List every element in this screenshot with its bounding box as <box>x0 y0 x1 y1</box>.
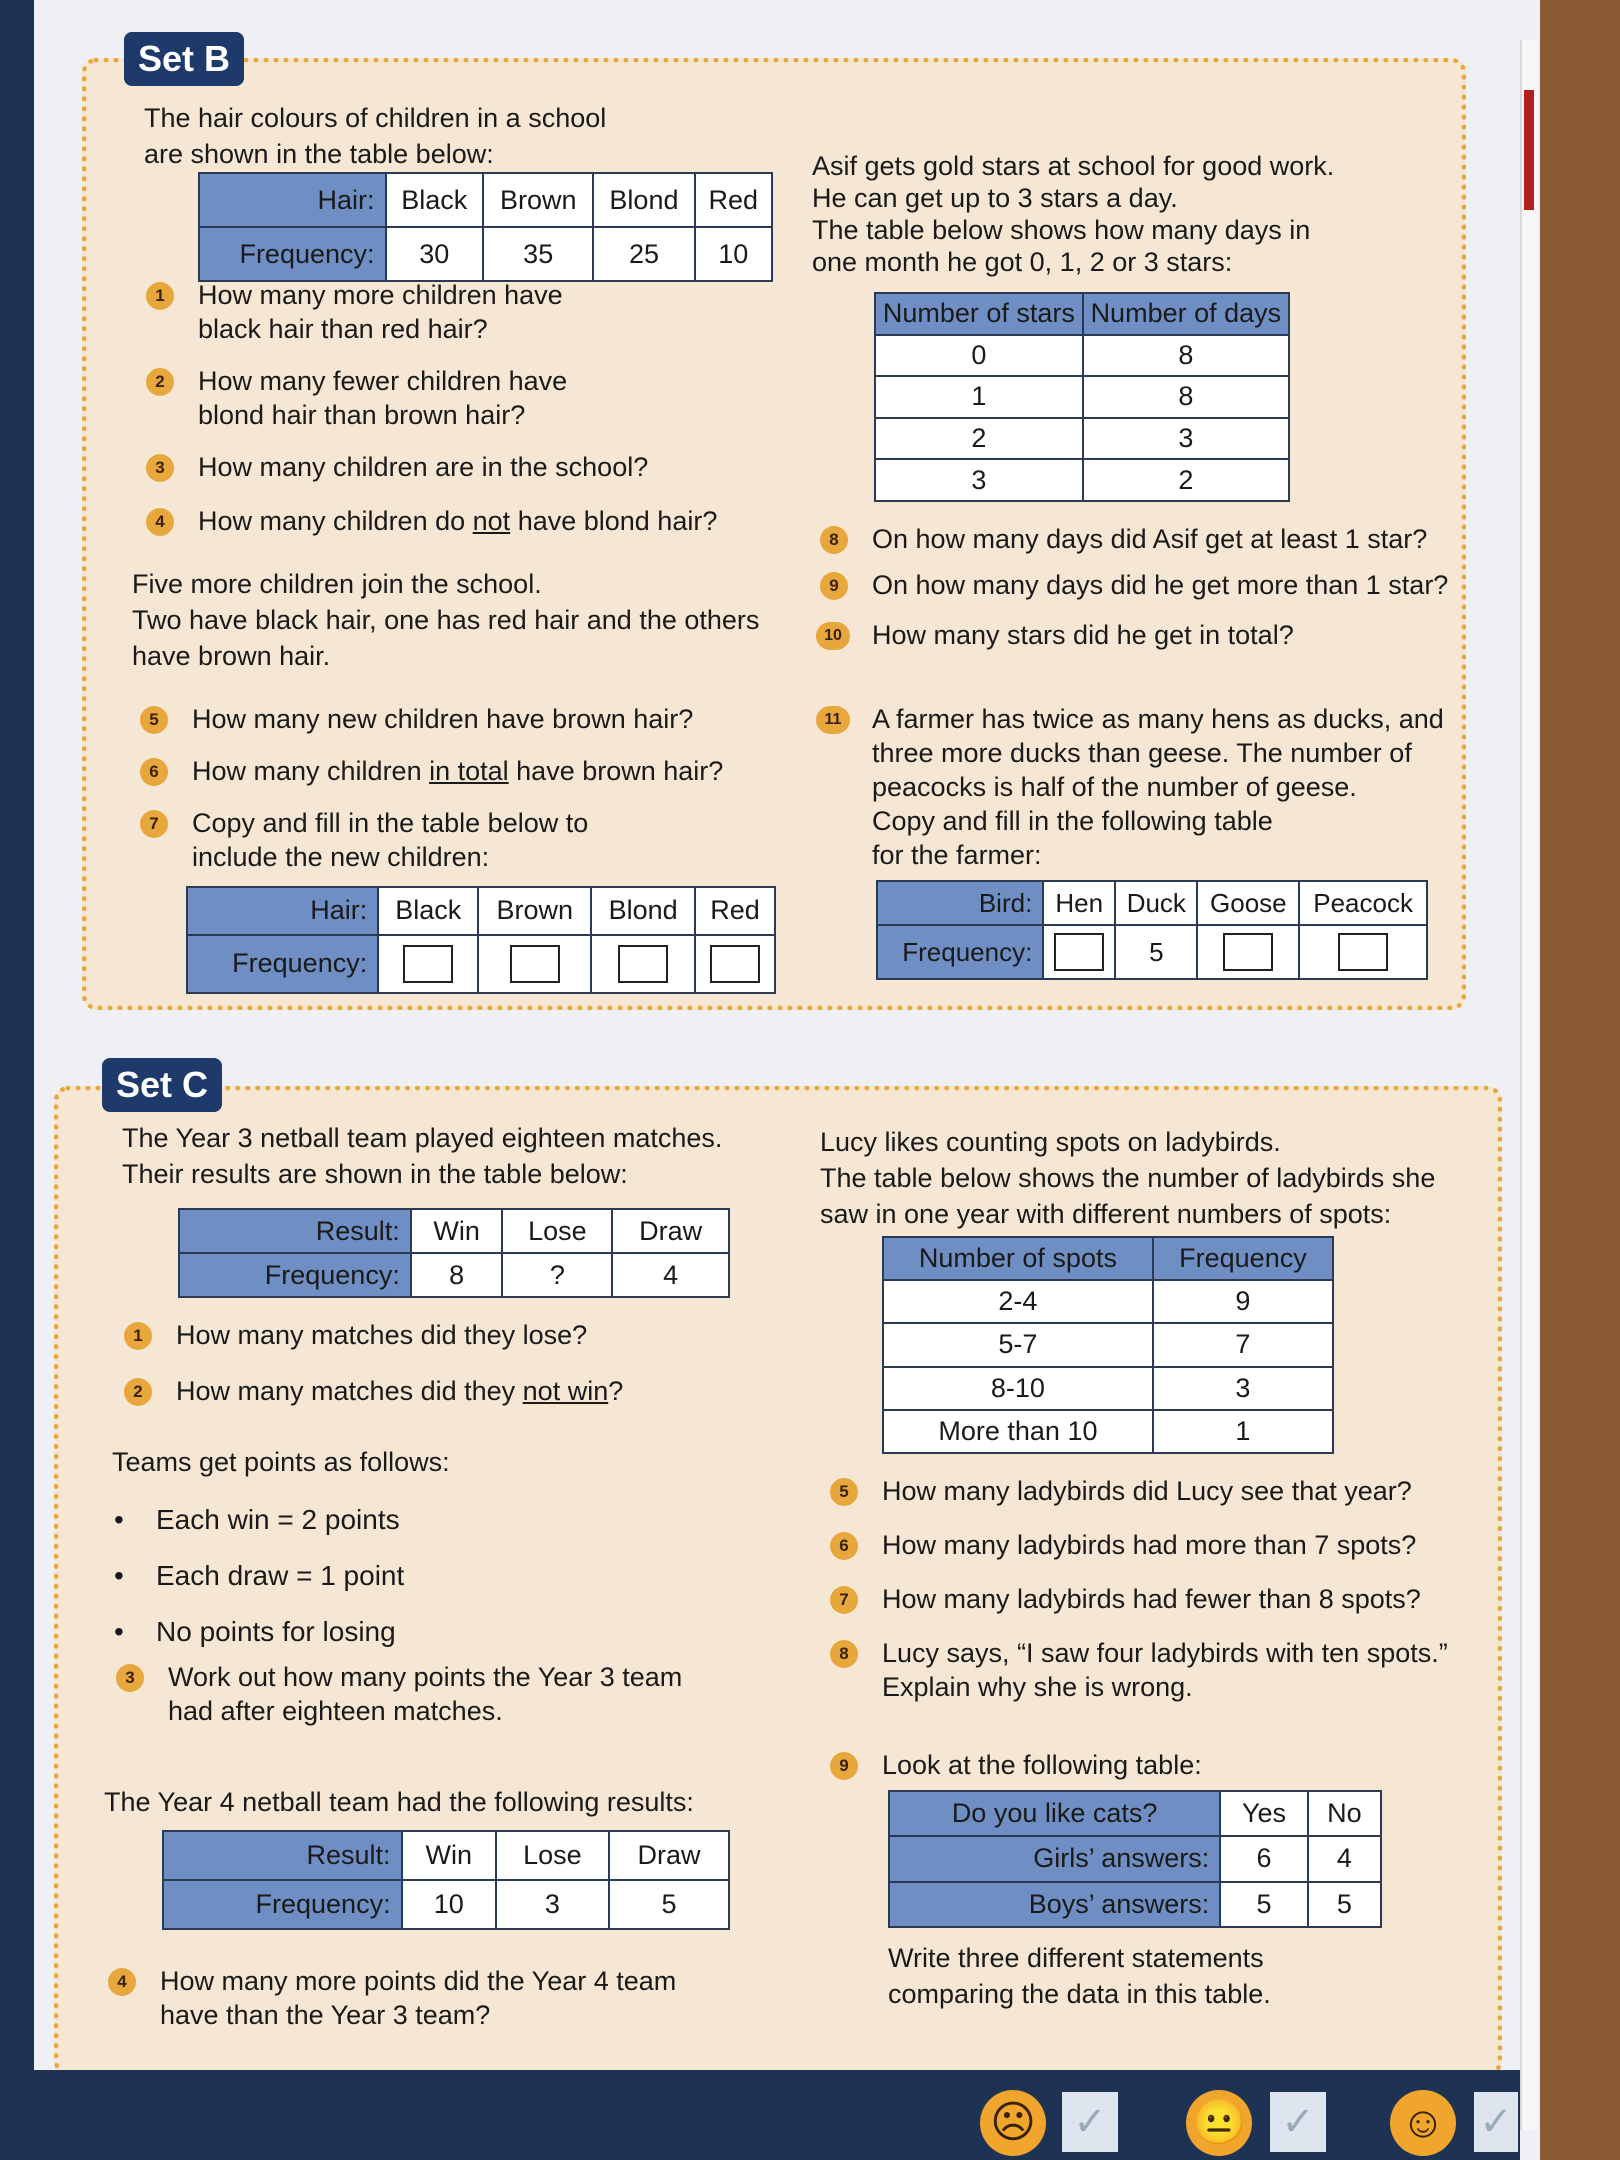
question-number: 7 <box>140 810 168 838</box>
table-cell: ? <box>502 1253 612 1297</box>
answer-box[interactable] <box>618 945 668 983</box>
table-cell: 25 <box>593 227 694 281</box>
question-line: A farmer has twice as many hens as ducks, and <box>872 704 1444 734</box>
emphasis-text: not win <box>522 1376 609 1406</box>
question-number: 7 <box>830 1586 858 1614</box>
question-line: How many fewer children have <box>198 366 568 396</box>
stars-table <box>874 292 1290 502</box>
question-text <box>176 1374 623 1408</box>
year3-results-table <box>178 1208 730 1298</box>
table-cell: 3 <box>496 1880 609 1929</box>
table-cell: 9 <box>1153 1280 1333 1323</box>
table-cell: 3 <box>1153 1367 1333 1410</box>
question-line: How many more children have <box>198 280 563 310</box>
set-c-tag: Set C <box>102 1058 222 1112</box>
cats-survey-table <box>888 1790 1382 1928</box>
question-line: Work out how many points the Year 3 team <box>168 1662 683 1692</box>
answer-box[interactable] <box>1338 933 1388 971</box>
set-c-question-7 <box>830 1582 1421 1616</box>
answer-box[interactable] <box>1054 933 1104 971</box>
table-cell: 5 <box>609 1880 729 1929</box>
table-header: Blond <box>591 887 695 935</box>
set-b-question-3 <box>146 450 648 484</box>
table-header: Result: <box>163 1831 402 1880</box>
question-number: 2 <box>124 1378 152 1406</box>
table-header: Red <box>695 887 775 935</box>
emphasis-text: in total <box>429 756 509 786</box>
question-line: had after eighteen matches. <box>168 1696 503 1726</box>
set-c-question-6 <box>830 1528 1416 1562</box>
set-b-question-10 <box>820 618 1294 652</box>
table-header: Lose <box>502 1209 612 1253</box>
question-text: How many ladybirds had more than 7 spots? <box>882 1530 1417 1560</box>
question-line: three more ducks than geese. The number of <box>872 738 1412 768</box>
table-cell: 3 <box>875 459 1083 501</box>
question-number: 10 <box>816 622 850 650</box>
text-line: The Year 3 netball team played eighteen matches. <box>122 1123 723 1153</box>
table-cell: 8 <box>1083 376 1289 418</box>
text-line: The table below shows how many days in <box>812 215 1311 245</box>
question-number: 3 <box>116 1664 144 1692</box>
table-cell: 10 <box>695 227 772 281</box>
asif-intro <box>812 150 1334 278</box>
question-number: 8 <box>830 1640 858 1668</box>
question-text <box>192 754 723 788</box>
answer-box[interactable] <box>1223 933 1273 971</box>
text-line: Write three different statements <box>888 1943 1264 1973</box>
table-header: Peacock <box>1299 881 1427 925</box>
text-line: Two have black hair, one has red hair and the others <box>132 605 760 635</box>
ladybird-spots-table <box>882 1236 1334 1454</box>
points-rule: • Each draw = 1 point <box>110 1558 404 1594</box>
table-cell: 3 <box>1083 418 1289 460</box>
table-row-label: Frequency: <box>877 925 1043 979</box>
new-children-text <box>132 566 759 674</box>
set-b-question-6 <box>140 754 723 788</box>
neutral-face-icon[interactable]: 😐 <box>1186 2090 1252 2156</box>
table-cell: 8-10 <box>883 1367 1153 1410</box>
new-hair-table <box>186 886 776 994</box>
question-number: 9 <box>820 572 848 600</box>
set-b-question-2 <box>146 364 567 432</box>
text-line: saw in one year with different numbers of spots: <box>820 1199 1392 1229</box>
text-line: Asif gets gold stars at school for good work. <box>812 151 1335 181</box>
question-text: How many children are in the school? <box>198 452 649 482</box>
table-header: Draw <box>609 1831 729 1880</box>
set-c-question-2 <box>124 1374 623 1408</box>
question-line: Copy and fill in the following table <box>872 806 1273 836</box>
question-text: On how many days did he get more than 1 star? <box>872 570 1449 600</box>
bird-table <box>876 880 1428 980</box>
question-number: 6 <box>140 758 168 786</box>
question-line: black hair than red hair? <box>198 314 488 344</box>
table-header: Lose <box>496 1831 609 1880</box>
table-header: Do you like cats? <box>889 1791 1220 1836</box>
answer-cell <box>1043 925 1115 979</box>
table-header: Number of days <box>1083 293 1289 335</box>
question-line: blond hair than brown hair? <box>198 400 526 430</box>
table-cell: 5-7 <box>883 1323 1153 1366</box>
table-header: Bird: <box>877 881 1043 925</box>
set-b-question-7 <box>140 806 588 874</box>
set-c-intro <box>122 1120 722 1192</box>
table-cell: 10 <box>402 1880 496 1929</box>
hair-table <box>198 172 773 282</box>
set-c-question-8 <box>830 1636 1448 1704</box>
set-b-question-9 <box>820 568 1448 602</box>
table-cell: 0 <box>875 335 1083 377</box>
question-text-part: How many children <box>192 756 430 786</box>
question-text-part: How many matches did they <box>176 1376 523 1406</box>
question-text-part: How many children do <box>198 506 473 536</box>
question-line: have than the Year 3 team? <box>160 2000 491 2030</box>
table-header: Hair: <box>199 173 386 227</box>
table-header: Win <box>402 1831 496 1880</box>
answer-box[interactable] <box>710 945 760 983</box>
sad-face-icon[interactable]: ☹ <box>980 2090 1046 2156</box>
text-line: He can get up to 3 stars a day. <box>812 183 1178 213</box>
text-line: Their results are shown in the table below: <box>122 1159 628 1189</box>
red-tab-marker <box>1524 90 1534 210</box>
tick-icon[interactable]: ✓ <box>1270 2092 1326 2152</box>
table-cell: 1 <box>1153 1410 1333 1453</box>
table-header: Result: <box>179 1209 411 1253</box>
question-text: How many ladybirds had fewer than 8 spots? <box>882 1584 1421 1614</box>
set-c-question-3 <box>116 1660 682 1728</box>
answer-box[interactable] <box>510 945 560 983</box>
table-header: Duck <box>1115 881 1197 925</box>
page-edge <box>1520 40 1538 2130</box>
table-header: Blond <box>593 173 694 227</box>
question-number: 9 <box>830 1752 858 1780</box>
question-number: 5 <box>140 706 168 734</box>
question-text <box>198 504 717 538</box>
question-text-part: ? <box>608 1376 624 1406</box>
tick-icon[interactable]: ✓ <box>1062 2092 1118 2152</box>
tick-icon[interactable]: ✓ <box>1474 2092 1518 2152</box>
question-number: 11 <box>816 706 850 734</box>
question-number: 1 <box>124 1322 152 1350</box>
question-text: How many matches did they lose? <box>176 1320 588 1350</box>
set-c-question-9 <box>830 1748 1202 1782</box>
answer-cell <box>478 935 591 993</box>
table-header: Win <box>411 1209 503 1253</box>
text-line: comparing the data in this table. <box>888 1979 1271 2009</box>
table-cell: 5 <box>1115 925 1197 979</box>
question-line: Explain why she is wrong. <box>882 1672 1193 1702</box>
set-b-question-5 <box>140 702 693 736</box>
table-cell: 4 <box>1308 1836 1381 1881</box>
question-text: Look at the following table: <box>882 1750 1202 1780</box>
table-cell: 7 <box>1153 1323 1333 1366</box>
text-line: Lucy likes counting spots on ladybirds. <box>820 1127 1281 1157</box>
text-line: Five more children join the school. <box>132 569 542 599</box>
question-line: Lucy says, “I saw four ladybirds with ten spots.” <box>882 1638 1448 1668</box>
set-b-question-8 <box>820 522 1427 556</box>
question-line: for the farmer: <box>872 840 1042 870</box>
table-cell: 30 <box>386 227 484 281</box>
year4-intro: The Year 4 netball team had the following results: <box>104 1787 694 1817</box>
points-rule: • No points for losing <box>110 1614 396 1650</box>
table-header: Brown <box>478 887 591 935</box>
table-cell: 8 <box>411 1253 503 1297</box>
question-text-part: have blond hair? <box>510 506 718 536</box>
table-cell: 2 <box>875 418 1083 460</box>
table-cell: 4 <box>612 1253 729 1297</box>
set-b-question-1 <box>146 278 563 346</box>
question-text-part: have brown hair? <box>508 756 724 786</box>
table-row-label: Frequency: <box>199 227 386 281</box>
table-header: Black <box>386 173 484 227</box>
write-statements-text <box>888 1940 1271 2012</box>
table-cell: 1 <box>875 376 1083 418</box>
text-line: The table below shows the number of ladybirds she <box>820 1163 1436 1193</box>
question-line: How many more points did the Year 4 team <box>160 1966 677 1996</box>
question-number: 2 <box>146 368 174 396</box>
answer-cell <box>695 935 775 993</box>
table-row-label: Frequency: <box>163 1880 402 1929</box>
answer-cell <box>1299 925 1427 979</box>
question-number: 3 <box>146 454 174 482</box>
question-text: On how many days did Asif get at least 1 star? <box>872 524 1428 554</box>
emphasis-text: not <box>472 506 511 536</box>
year4-results-table <box>162 1830 730 1930</box>
book-spine <box>0 0 34 2160</box>
set-b-tag: Set B <box>124 32 244 86</box>
table-cell: 35 <box>483 227 593 281</box>
table-row-label: Frequency: <box>179 1253 411 1297</box>
set-c-question-1 <box>124 1318 587 1352</box>
table-header: Brown <box>483 173 593 227</box>
question-text: How many stars did he get in total? <box>872 620 1294 650</box>
table-cell: More than 10 <box>883 1410 1153 1453</box>
table-cell: 6 <box>1220 1836 1308 1881</box>
intro-line: are shown in the table below: <box>144 139 494 169</box>
table-cell: 2-4 <box>883 1280 1153 1323</box>
question-number: 8 <box>820 526 848 554</box>
table-header: Goose <box>1197 881 1299 925</box>
table-header: Number of spots <box>883 1237 1153 1280</box>
question-line: include the new children: <box>192 842 490 872</box>
table-row-label: Frequency: <box>187 935 378 993</box>
table-header: Draw <box>612 1209 729 1253</box>
question-number: 5 <box>830 1478 858 1506</box>
set-b-question-11 <box>820 702 1444 872</box>
table-header: Yes <box>1220 1791 1308 1836</box>
table-row-label: Boys’ answers: <box>889 1882 1220 1927</box>
question-number: 1 <box>146 282 174 310</box>
table-cell: 2 <box>1083 459 1289 501</box>
points-intro: Teams get points as follows: <box>112 1447 450 1477</box>
question-number: 4 <box>146 508 174 536</box>
intro-line: The hair colours of children in a school <box>144 103 607 133</box>
question-text: How many new children have brown hair? <box>192 704 694 734</box>
table-cell: 8 <box>1083 335 1289 377</box>
question-text: How many ladybirds did Lucy see that year? <box>882 1476 1412 1506</box>
question-line: peacocks is half of the number of geese. <box>872 772 1357 802</box>
set-c-question-5 <box>830 1474 1412 1508</box>
answer-cell <box>1197 925 1299 979</box>
table-header: Frequency <box>1153 1237 1333 1280</box>
text-line: one month he got 0, 1, 2 or 3 stars: <box>812 247 1233 277</box>
table-header: Black <box>378 887 478 935</box>
answer-cell <box>591 935 695 993</box>
points-rule: • Each win = 2 points <box>110 1502 400 1538</box>
table-header: Hair: <box>187 887 378 935</box>
table-header: Number of stars <box>875 293 1083 335</box>
table-row-label: Girls’ answers: <box>889 1836 1220 1881</box>
table-cell: 5 <box>1308 1882 1381 1927</box>
set-b-intro <box>144 100 606 172</box>
question-number: 4 <box>108 1968 136 1996</box>
question-line: Copy and fill in the table below to <box>192 808 589 838</box>
text-line: have brown hair. <box>132 641 331 671</box>
table-header: No <box>1308 1791 1381 1836</box>
question-number: 6 <box>830 1532 858 1560</box>
table-header: Red <box>695 173 772 227</box>
answer-cell <box>378 935 478 993</box>
table-cell: 5 <box>1220 1882 1308 1927</box>
lucy-intro <box>820 1124 1435 1232</box>
happy-face-icon[interactable]: ☺ <box>1390 2090 1456 2156</box>
table-header: Hen <box>1043 881 1115 925</box>
answer-box[interactable] <box>403 945 453 983</box>
set-b-question-4 <box>146 504 717 538</box>
set-c-question-4 <box>108 1964 676 2032</box>
